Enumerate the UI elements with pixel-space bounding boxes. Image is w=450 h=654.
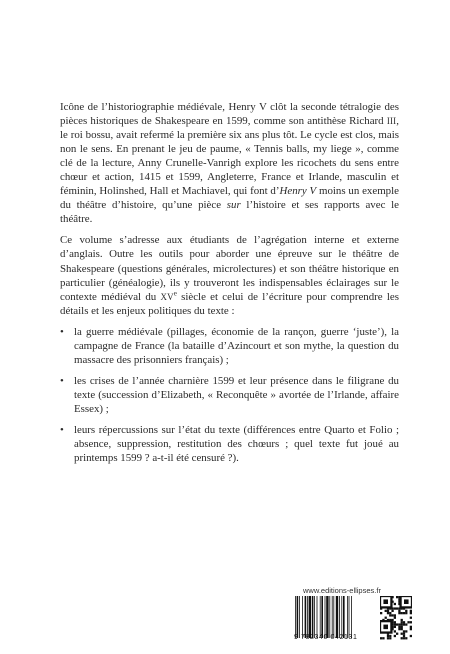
list-item-text: la guerre médiévale (pillages, économie de la rançon, guerre ‘juste’), la campagne de France (la bataille d’Azincourt et son mythe, la question du massacre des prisonniers français) ; bbox=[74, 325, 399, 366]
bullet-icon: • bbox=[60, 325, 64, 338]
text-run: siècle et celui de l’écriture pour comprendre les détails et les enjeux politiques du texte : bbox=[60, 290, 399, 317]
text-run: , le roi bossu, avait refermé la première six ans plus tôt. Le cycle est clos, mais non le sens. En prenant le jeu de paume, « Tennis balls, my liege », comme clé de la lecture, Anny Crunelle-Vanrigh explore les ricochets du sens entre chœur et action, 1415 et 1599, Angleterre, France et Irlande, masculin et féminin, Holinshed, Hall et Machiavel, qui font d’ bbox=[60, 115, 399, 198]
text-run: Ce volume s’adresse aux étudiants de l’agrégation interne et externe d’anglais. Outre les outils pour aborder une épreuve sur le théâtre de Shakespeare (questions générales, microlectures) et son théâtre historique en particulier (généalogie), ils y trouveront les indispensables éclairages sur le contexte médiéval du bbox=[60, 234, 399, 303]
list-item bbox=[60, 423, 399, 465]
bullet-icon: • bbox=[60, 423, 64, 436]
italic-emphasis: sur bbox=[226, 199, 241, 212]
topics-list bbox=[60, 325, 399, 465]
list-item bbox=[60, 374, 399, 416]
bullet-icon: • bbox=[60, 374, 64, 387]
italic-title: Henry V bbox=[279, 185, 317, 198]
paragraph-summary bbox=[60, 100, 399, 226]
isbn-digits: 9 782340 042131 bbox=[294, 634, 358, 641]
text-run: moins un exemple du théâtre d’histoire, qu’une pièce bbox=[60, 185, 399, 212]
superscript: e bbox=[173, 288, 177, 297]
publisher-website[interactable]: www.editions-ellipses.fr bbox=[303, 586, 381, 595]
list-item bbox=[60, 325, 399, 367]
roman-numeral: III bbox=[386, 116, 397, 127]
barcode-icon bbox=[294, 596, 374, 638]
list-item-text: leurs répercussions sur l’état du texte (différences entre Quarto et Folio ; absence, suppression, restitution des chœurs ; quel texte fut joué au printemps 1599 ? a-t-il été censuré ?). bbox=[74, 423, 399, 465]
paragraph-audience bbox=[60, 233, 399, 317]
text-run: Icône de l’historiographie médiévale, Henry V clôt la seconde tétralogie des pièces historiques de Shakespeare en 1599, comme son antithèse Richard bbox=[60, 101, 399, 128]
list-item-text: les crises de l’année charnière 1599 et leur présence dans le filigrane du texte (succession d’Elizabeth, « Reconquête » avortée de l’Irlande, affaire Essex) ; bbox=[74, 374, 399, 415]
qr-code-icon bbox=[380, 596, 412, 640]
text-run: l’histoire et ses rapports avec le théâtre. bbox=[60, 199, 399, 226]
back-cover-text bbox=[60, 100, 399, 472]
century-numeral: XV bbox=[160, 291, 174, 302]
